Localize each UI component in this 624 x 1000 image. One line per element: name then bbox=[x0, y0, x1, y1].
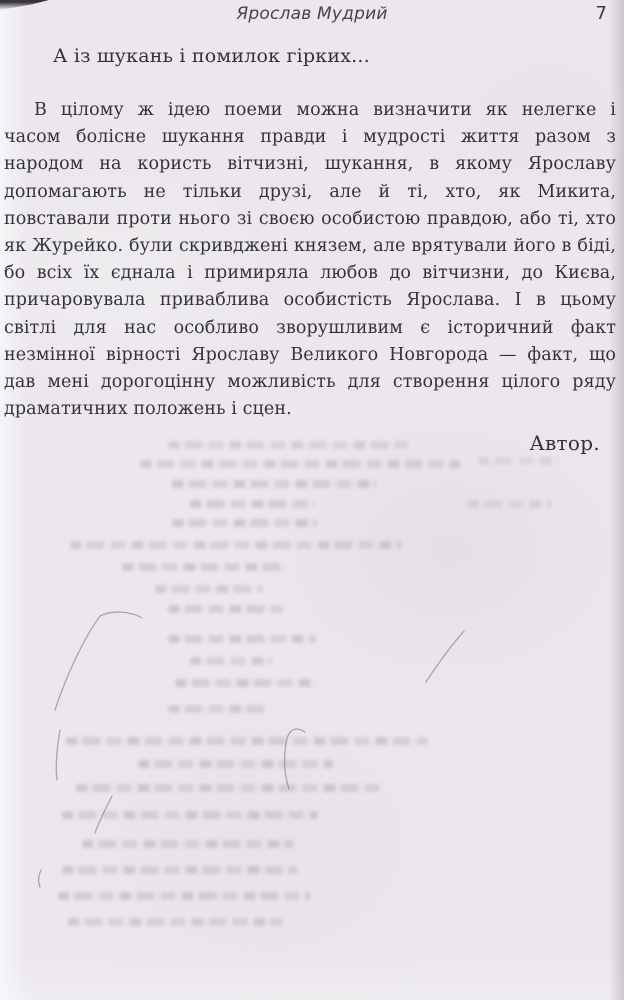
ghost-line bbox=[190, 500, 315, 508]
paragraph-line: причаровувала приваблива особистість Ярослава. І в цьому bbox=[4, 290, 616, 311]
ghost-line bbox=[168, 441, 408, 449]
main-paragraph bbox=[4, 97, 616, 423]
paragraph-line: незмінної вірності Ярославу Великого Новгорода — факт, що bbox=[4, 344, 616, 365]
ghost-line bbox=[168, 605, 283, 613]
ghost-line bbox=[82, 840, 294, 848]
ghost-line bbox=[70, 541, 402, 549]
paragraph-line: В цілому ж ідею поеми можна визначити як нелегке і bbox=[34, 100, 616, 120]
paragraph-line: допомагають не тільки друзі, але й ті, хто, як Микита, bbox=[4, 181, 616, 202]
ghost-line bbox=[58, 892, 310, 900]
author-signature: Автор. bbox=[529, 431, 600, 455]
ghost-line bbox=[168, 705, 266, 713]
ghost-line bbox=[478, 457, 558, 465]
running-title: Ярослав Мудрий bbox=[236, 4, 388, 24]
paragraph-line: повставали проти нього зі своєю особистою правдою, або ті, хто bbox=[4, 208, 616, 229]
pencil-stroke bbox=[56, 730, 60, 780]
paragraph-line: народом на користь вітчизні, шукання, в якому Ярославу bbox=[4, 154, 616, 175]
paragraph-line: дав мені дорогоцінну можливість для створення цілого ряду bbox=[4, 371, 616, 392]
ghost-line bbox=[172, 519, 317, 527]
paragraph-line: драматичних положень і сцен. bbox=[4, 399, 292, 420]
pencil-stroke bbox=[55, 612, 142, 710]
pencil-stroke bbox=[39, 870, 41, 887]
page-number: 7 bbox=[595, 3, 607, 24]
ghost-line bbox=[175, 679, 315, 687]
paragraph-line: часом болісне шукання правди і мудрості життя разом з bbox=[4, 127, 616, 148]
ghost-line bbox=[172, 480, 377, 488]
ghost-line bbox=[122, 563, 287, 571]
ghost-line bbox=[76, 784, 381, 792]
ghost-line bbox=[168, 635, 316, 643]
paragraph-line: як Журейко. були скривджені князем, але врятували його в біді, bbox=[4, 235, 616, 256]
ghost-line bbox=[68, 918, 283, 926]
ghost-line bbox=[62, 866, 298, 874]
ghost-line bbox=[66, 737, 428, 745]
paragraph-line: світлі для нас особливо зворушливим є історичний факт bbox=[4, 317, 616, 338]
ghost-line bbox=[138, 760, 333, 768]
ghost-line bbox=[468, 500, 552, 508]
ghost-line bbox=[155, 585, 263, 593]
ghost-line bbox=[62, 811, 318, 819]
ghost-line bbox=[140, 460, 460, 468]
ghost-line bbox=[190, 657, 272, 665]
paragraph-line: бо всіх їх єднала і примиряла любов до вітчизни, до Києва, bbox=[4, 263, 616, 284]
pencil-stroke bbox=[426, 631, 464, 682]
epigraph-line: А із шукань і помилок гірких... bbox=[53, 45, 370, 67]
